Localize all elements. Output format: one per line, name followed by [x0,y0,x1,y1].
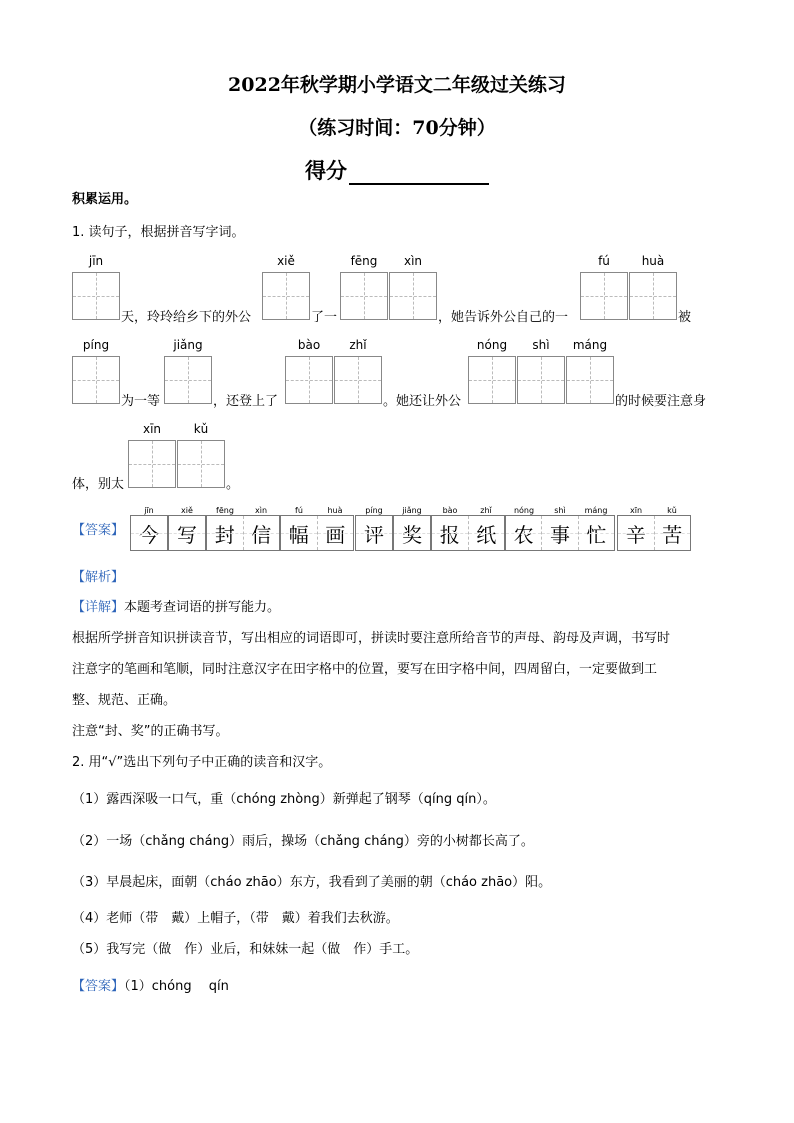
score-blank [349,165,489,185]
pinyin-label: fú [598,254,610,268]
sentence-text: ，她告诉外公自己的一 [438,310,569,325]
answer-char: 报 [432,516,468,550]
pinyin-label: bào [297,338,321,352]
detail-label: 【详解】 [72,600,125,615]
sentence-text: 了一 [311,310,338,325]
answer-grid [355,515,393,551]
sentence-text: 被 [678,310,692,325]
answer-pinyin: kǔ [667,506,677,515]
writing-box[interactable] [164,356,212,404]
score-label: 得分 [305,158,347,183]
explanation-line: 根据所学拼音知识拼读音节，写出相应的词语即可，拼读时要注意所给音节的声母、韵母及声调，书写时 [72,631,671,646]
pinyin-label: fēng [350,254,378,268]
answer-char: 信 [243,516,280,550]
sentence-text: 体，别太 [72,477,125,492]
pinyin-label: píng [82,338,110,352]
answer-label: 【答案】 [72,523,125,538]
answer-char: 农 [506,516,541,550]
answer-pinyin: fēng [216,506,234,515]
answer-pinyin: xìn [254,506,268,515]
note-line: 注意“封、奖”的正确书写。 [72,724,229,739]
writing-box[interactable] [177,440,225,488]
sentence-text: 天，玲玲给乡下的外公 [121,310,252,325]
answer-char: 忙 [578,516,614,550]
writing-box[interactable] [566,356,614,404]
answer-char: 苦 [654,516,691,550]
detail-text: 本题考查词语的拼写能力。 [124,600,281,615]
answer-pinyin: shì [554,506,566,515]
score-line [0,155,794,185]
q2-answer-text: （1）chóng qín [124,979,229,994]
writing-box[interactable] [128,440,176,488]
answer-char: 幅 [281,516,317,550]
answer-pinyin: bào [442,506,458,515]
answer-grid [280,515,354,551]
page-title: 2022年秋学期小学语文二年级过关练习 [228,74,566,96]
pinyin-label: zhǐ [349,338,367,352]
answer-pinyin: nóng [513,506,535,515]
pinyin-label: xìn [403,254,423,268]
answer-pinyin: máng [584,506,608,515]
answer-char: 辛 [618,516,654,550]
pinyin-label: xiě [277,254,295,268]
q2-item: （1）露西深吸一口气，重（chóng zhòng）新弹起了钢琴（qíng qín）。 [72,792,496,807]
answer-pinyin: xīn [629,506,643,515]
answer-grid [130,515,168,551]
answer-char: 写 [169,516,205,550]
detail-line [72,598,280,618]
answer-pinyin: huà [327,506,343,515]
pinyin-label: nóng [476,338,508,352]
writing-box[interactable] [262,272,310,320]
answer-pinyin: jīn [144,506,154,515]
writing-box[interactable] [340,272,388,320]
explanation-line: 整、规范、正确。 [72,693,177,708]
sentence-text: 为一等 [121,394,161,409]
answer-pinyin: xiě [181,506,193,515]
writing-box[interactable] [72,356,120,404]
pinyin-label: shì [532,338,550,352]
sentence-text: 。她还让外公 [383,394,462,409]
answer-char: 纸 [468,516,505,550]
q2-item: （4）老师（带 戴）上帽子，（带 戴）着我们去秋游。 [72,911,399,926]
analysis-label: 【解析】 [72,570,125,585]
writing-box[interactable] [334,356,382,404]
sentence-text: 的时候要注意身 [615,394,707,409]
writing-box[interactable] [468,356,516,404]
q1-prompt: 1. 读句子，根据拼音写字词。 [72,225,245,240]
sentence-text: ，还登上了 [213,394,279,409]
q2-item: （2）一场（chǎng cháng）雨后，操场（chǎng cháng）旁的小树都长高了。 [72,834,534,849]
answer-grid [206,515,280,551]
writing-box[interactable] [517,356,565,404]
writing-box[interactable] [580,272,628,320]
pinyin-label: jīn [88,254,104,268]
explanation-line: 注意字的笔画和笔顺，同时注意汉字在田字格中的位置，要写在田字格中间，四周留白，一定要做到工 [72,662,658,677]
section-heading: 积累运用。 [72,192,138,207]
answer-grid [431,515,505,551]
answer-pinyin: jiǎng [402,506,422,515]
sentence-text: 。 [226,477,240,492]
writing-box[interactable] [72,272,120,320]
writing-box[interactable] [629,272,677,320]
pinyin-label: máng [572,338,608,352]
answer-grid [168,515,206,551]
page-subtitle: （练习时间：70分钟） [298,117,496,139]
answer-char: 事 [541,516,577,550]
answer-pinyin: zhǐ [480,506,492,515]
answer-pinyin: fú [295,506,303,515]
pinyin-label: kǔ [193,422,209,436]
answer-grid [505,515,615,551]
q2-answer-line [72,977,229,997]
answer-char: 评 [356,516,392,550]
answer-char: 今 [131,516,167,550]
q2-item: （3）早晨起床，面朝（cháo zhāo）东方，我看到了美丽的朝（cháo zhāo）阳。 [72,875,552,890]
answer-grid [617,515,691,551]
answer-char: 封 [207,516,243,550]
writing-box[interactable] [389,272,437,320]
pinyin-label: jiǎng [173,338,203,352]
pinyin-label: huà [641,254,665,268]
writing-box[interactable] [285,356,333,404]
q2-answer-label: 【答案】 [72,979,125,994]
answer-grid [393,515,431,551]
q2-prompt: 2. 用“√”选出下列句子中正确的读音和汉字。 [72,755,332,770]
answer-char: 画 [317,516,354,550]
q2-item: （5）我写完（做 作）业后，和妹妹一起（做 作）手工。 [72,942,419,957]
pinyin-label: xīn [142,422,162,436]
answer-char: 奖 [394,516,430,550]
answer-pinyin: píng [365,506,383,515]
